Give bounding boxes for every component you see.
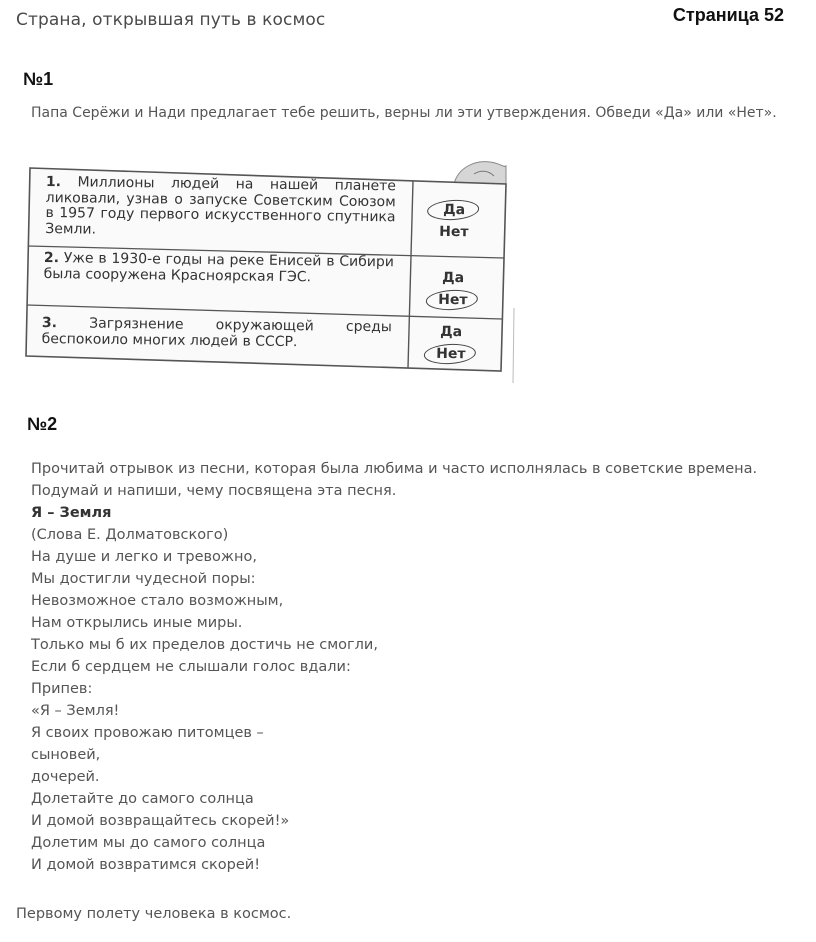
song-line: Мы достигли чудесной поры: (31, 571, 256, 587)
statement-3-number: 3. (41, 315, 58, 332)
answer-3-no[interactable]: Нет (422, 343, 480, 366)
task2-instruction-line-1: Прочитай отрывок из песни, которая была любима и часто исполнялась в советские времена. (31, 461, 758, 477)
statement-2 (44, 251, 394, 286)
song-author: (Слова Е. Долматовского) (31, 527, 229, 543)
song-line: Я своих провожаю питомцев – (31, 725, 264, 741)
song-line: И домой возвращайтесь скорей!» (31, 813, 290, 829)
task2-answer: Первому полету человека в космос. (16, 906, 292, 922)
answer-1 (425, 199, 484, 244)
page-title: Страна, открывшая путь в космос (16, 10, 326, 30)
statement-3 (42, 316, 392, 351)
song-line: Невозможное стало возможным, (31, 593, 284, 609)
song-line: Только мы б их пределов достичь не смогли, (31, 637, 378, 653)
song-line: «Я – Земля! (31, 703, 120, 719)
answer-3 (422, 321, 481, 366)
statement-3-text: Загрязнение окружающей среды беспокоило многих людей в СССР. (41, 315, 392, 350)
song-line: Долетим мы до самого солнца (31, 835, 266, 851)
statement-1-number: 1. (45, 174, 62, 191)
answer-1-no[interactable]: Нет (439, 223, 469, 241)
statement-2-text: Уже в 1930-е годы на реке Енисей в Сибири была сооружена Красноярская ГЭС. (43, 250, 395, 285)
answer-2-no[interactable]: Нет (424, 289, 482, 312)
statement-1 (45, 175, 396, 241)
song-text-block (31, 458, 757, 876)
song-line: Долетайте до самого солнца (31, 791, 254, 807)
task2-heading: №2 (27, 414, 58, 434)
answer-1-yes[interactable]: Да (425, 199, 483, 222)
answer-2 (424, 267, 483, 312)
song-line: Нам открылись иные миры. (31, 615, 243, 631)
song-line: На душе и легко и тревожно, (31, 549, 257, 565)
task1-heading: №1 (23, 69, 54, 89)
statement-2-number: 2. (43, 250, 60, 267)
statement-1-text: Миллионы людей на нашей планете ликовали, узнав о запуске Советским Союзом в 1957 году первого искусственного спутника Земли. (45, 174, 397, 238)
page-number: Страница 52 (672, 5, 784, 25)
worksheet-scan (22, 158, 518, 386)
song-line: Если б сердцем не слышали голос вдали: (31, 659, 351, 675)
song-line: И домой возвратимся скорей! (31, 857, 261, 873)
answer-3-yes[interactable]: Да (440, 323, 463, 341)
task2-instruction-line-2: Подумай и напиши, чему посвящена эта песня. (31, 483, 397, 499)
song-line: сыновей, (31, 747, 101, 763)
song-line: дочерей. (31, 769, 100, 785)
answer-2-yes[interactable]: Да (442, 269, 465, 287)
song-title: Я – Земля (31, 505, 112, 521)
task1-instruction: Папа Серёжи и Нади предлагает тебе решить, верны ли эти утверждения. Обведи «Да» или «Нет». (31, 105, 777, 121)
song-chorus-label: Припев: (31, 681, 93, 697)
